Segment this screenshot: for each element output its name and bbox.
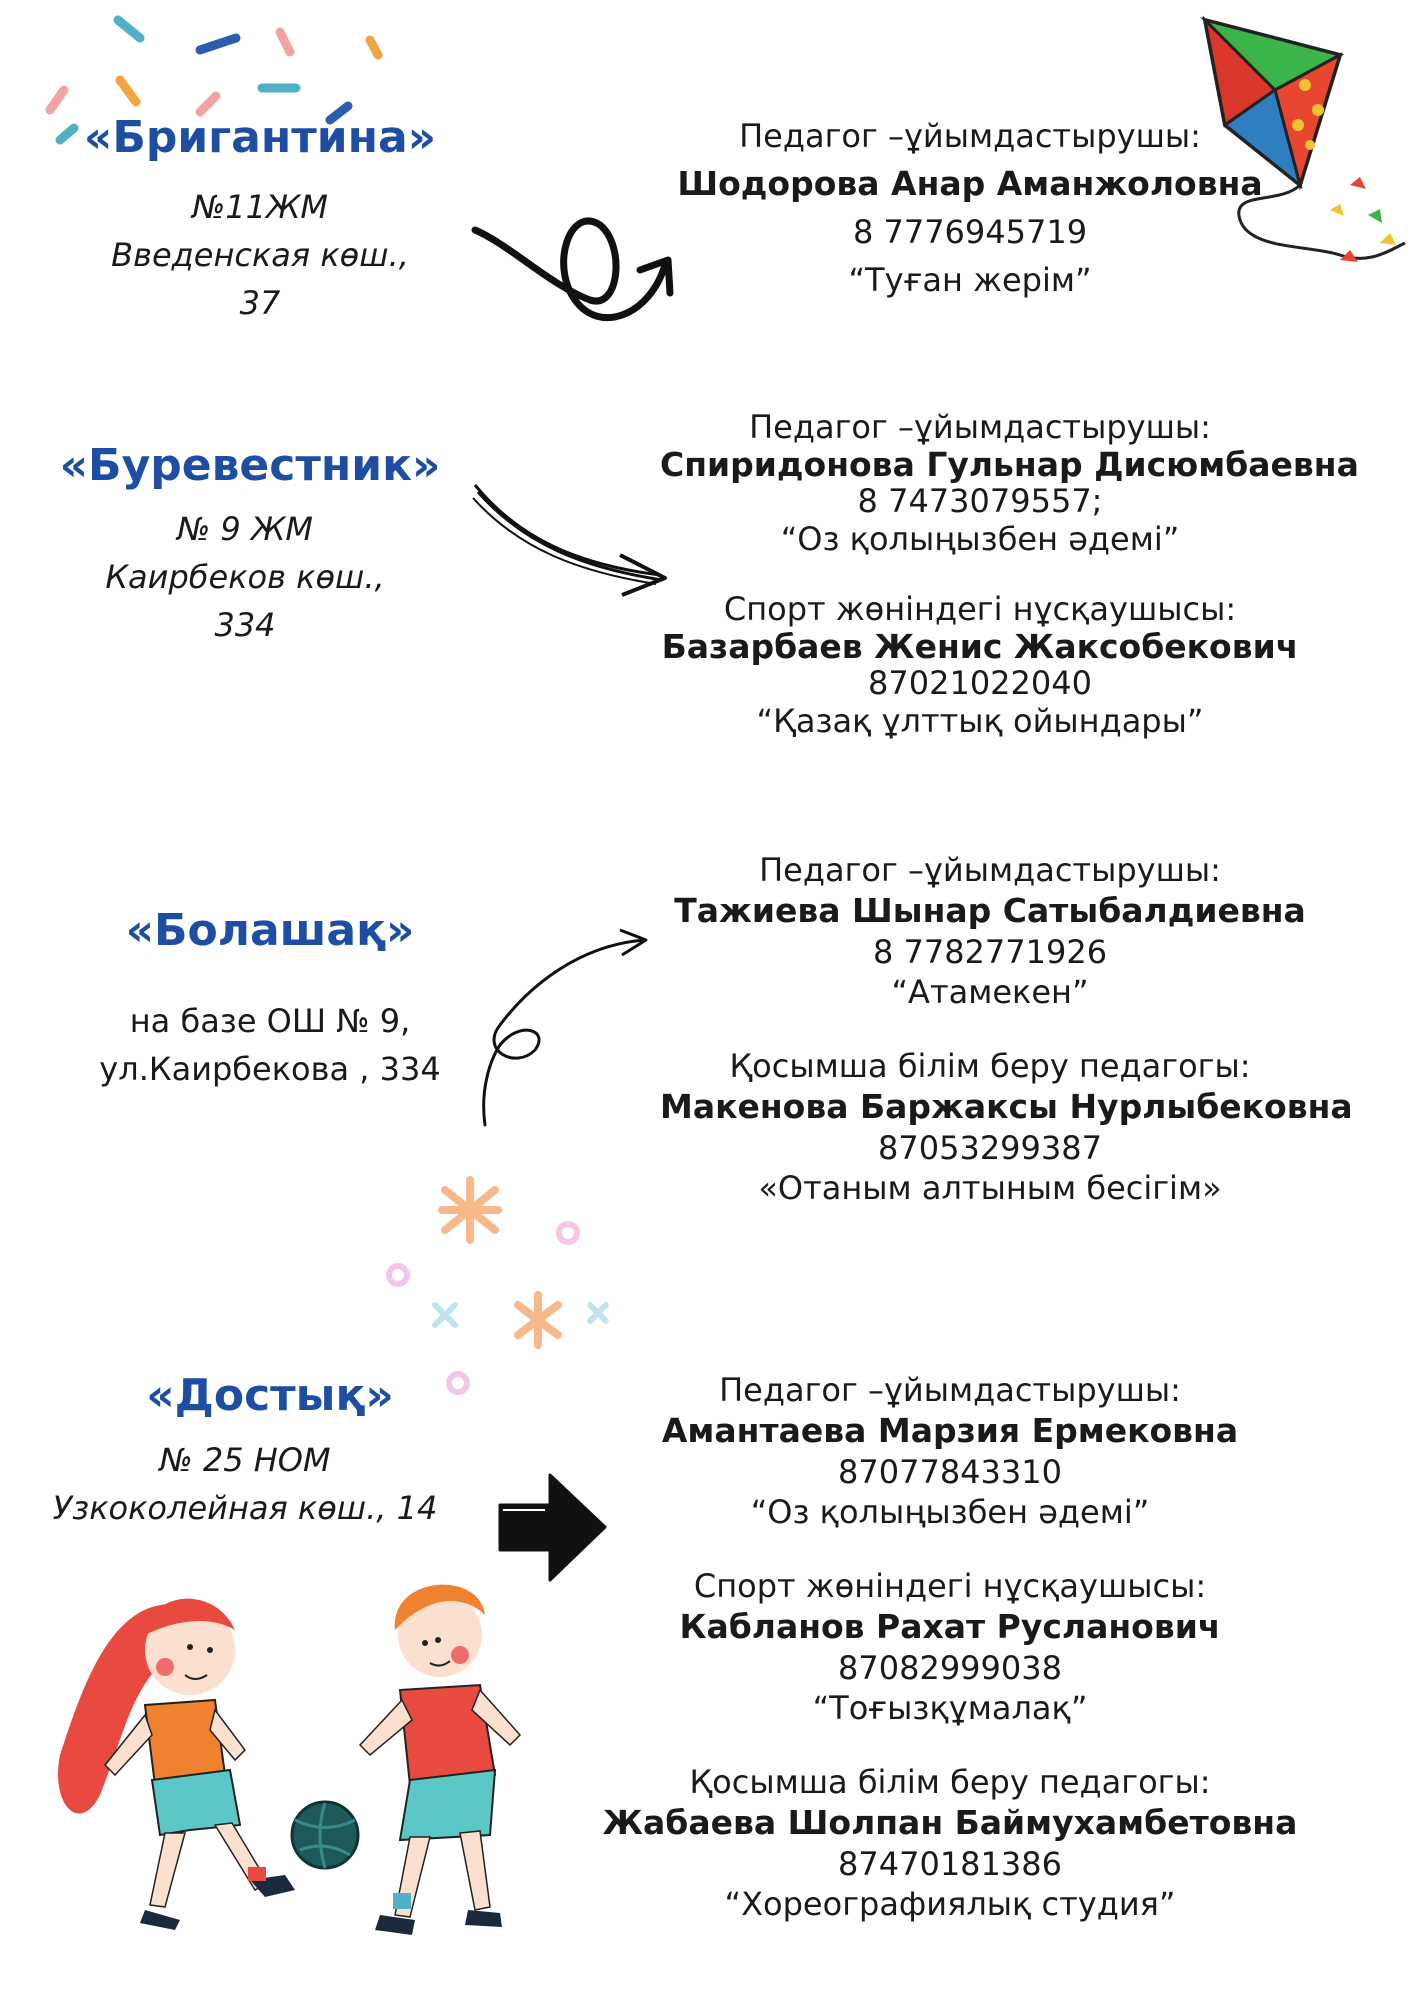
staff-phone: 8 7782771926 [872,933,1108,971]
address-line: Введенская көш., [111,236,409,274]
staff-role: Педагог –ұйымдастырушы: [759,851,1221,889]
staff-program: “Туған жерім” [848,261,1092,299]
staff-block [660,112,1280,304]
staff-name: Спиридонова Гульнар Дисюмбаевна [660,445,1359,484]
kids-playing-illustration [40,1575,560,1995]
staff-program: “Оз қолыңызбен әдемі” [750,1493,1150,1531]
camp-name: «Достық» [146,1370,394,1421]
camp-name: «Бригантина» [83,112,437,163]
camp-address [60,183,460,327]
staff-name: Амантаева Марзия Ермековна [661,1411,1239,1450]
staff-role: Педагог –ұйымдастырушы: [739,117,1201,155]
staff-phone: 87082999038 [838,1649,1062,1687]
staff-role: Педагог –ұйымдастырушы: [749,408,1211,446]
address-line: ул.Каирбекова , 334 [99,1050,441,1088]
staff-phone: 87053299387 [878,1129,1102,1167]
camp-address [70,997,470,1093]
address-line: №11ЖМ [191,188,329,226]
camp-address [45,505,445,649]
address-line: на базе ОШ № 9, [129,1002,411,1040]
staff-phone: 87021022040 [868,664,1092,702]
staff-phone: 8 7473079557; [857,482,1103,520]
staff-phone: 8 7776945719 [852,213,1088,251]
staff-phone: 87470181386 [838,1845,1062,1883]
address-line: 37 [239,284,281,322]
camp-name: «Буревестник» [59,440,441,491]
address-line: Узкоколейная көш., 14 [52,1489,438,1527]
staff-program: “Тоғызқұмалақ” [812,1689,1088,1727]
staff-program: “Хореографиялық студия” [724,1885,1176,1923]
loop-arrow-icon [470,205,690,335]
staff-role: Қосымша білім беру педагогы: [729,1047,1251,1085]
staff-program: “Оз қолыңызбен әдемі” [780,520,1180,558]
address-line: 334 [214,606,276,644]
camp-address [30,1436,460,1532]
staff-block [600,1370,1300,1924]
staff-block [660,850,1353,1208]
staff-name: Макенова Баржаксы Нурлыбековна [660,1087,1353,1126]
staff-name: Жабаева Шолпан Баймухамбетовна [602,1803,1298,1842]
staff-name: Тажиева Шынар Сатыбалдиевна [674,891,1306,930]
staff-name: Кабланов Рахат Русланович [679,1607,1221,1646]
address-line: № 9 ЖМ [176,510,314,548]
staff-program: “Қазақ ұлттық ойындары” [756,702,1204,740]
curl-arrow-icon [480,930,660,1130]
staff-role: Қосымша білім беру педагогы: [689,1763,1211,1801]
block-arrow-icon [495,1475,615,1585]
address-line: Каирбеков көш., [105,558,385,596]
staff-name: Базарбаев Женис Жаксобекович [661,627,1299,666]
sketch-arrow-icon [470,480,680,600]
staff-name: Шодорова Анар Аманжоловна [677,164,1263,203]
staff-role: Педагог –ұйымдастырушы: [719,1371,1181,1409]
address-line: № 25 НОМ [159,1441,331,1479]
staff-phone: 87077843310 [838,1453,1062,1491]
staff-role: Спорт жөніндегі нұсқаушысы: [723,590,1237,628]
camp-name: «Болашақ» [125,905,415,956]
staff-block [660,407,1359,741]
staff-program: “Атамекен” [891,973,1089,1011]
staff-role: Спорт жөніндегі нұсқаушысы: [693,1567,1207,1605]
staff-program: «Отаным алтыным бесігім» [758,1169,1222,1207]
